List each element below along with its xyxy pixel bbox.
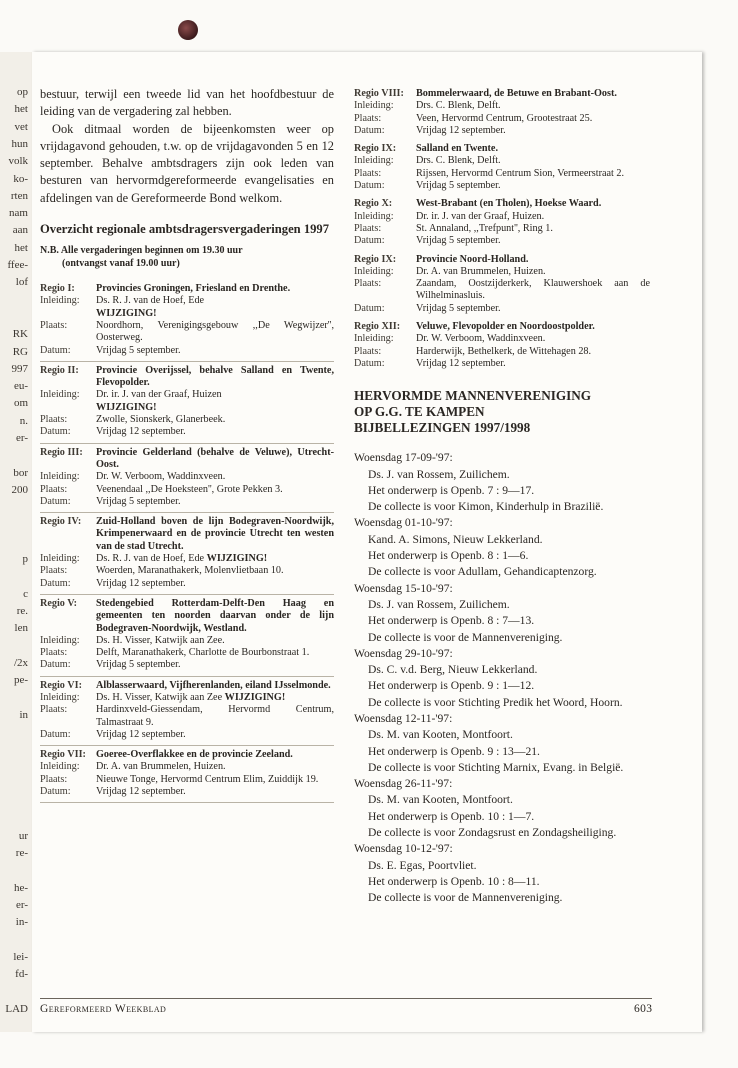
previous-page-fragment: in: [19, 708, 28, 721]
region-field-label: Regio III:: [40, 446, 83, 458]
previous-page-fragment: hun: [11, 137, 28, 150]
region-field-value: [416, 235, 650, 247]
change-notice: WIJZIGING!: [96, 401, 157, 413]
right-column: [354, 86, 650, 907]
previous-page-fragment: pe-: [13, 674, 28, 687]
region-field-value: [96, 553, 334, 565]
previous-page-fragment: re.: [16, 605, 28, 617]
region-field-label: Regio VI:: [40, 679, 82, 691]
lecture-entry: [354, 450, 650, 515]
change-notice: WIJZIGING!: [224, 691, 286, 703]
region-field-value: [416, 321, 650, 333]
intro-paragraph: bestuur, terwijl een tweede lid van het hoofdbestuur de leiding van de vergadering zal hebben.: [40, 87, 334, 119]
region-field-text: Goeree-Overflakkee en de provincie Zeeland.: [96, 749, 293, 761]
region-field-text: Harderwijk, Bethelkerk, de Wittehagen 28.: [416, 345, 592, 357]
region-field-text: Vrijdag 12 september.: [96, 786, 186, 798]
lecture-collecte: De collecte is voor Stichting Predik het Woord, Hoorn.: [368, 695, 623, 709]
region-field-text: Dr. W. Verboom, Waddinxveen.: [416, 333, 546, 345]
lecture-entry: [354, 711, 650, 776]
lecture-collecte: De collecte is voor de Mannenvereniging.: [368, 891, 563, 905]
lecture-entry: [354, 646, 650, 711]
region-field-value: [96, 680, 334, 692]
previous-page-fragment: rten: [10, 189, 28, 202]
previous-page-fragment: in-: [15, 916, 28, 929]
region-block: [40, 280, 334, 362]
region-field-text: Provincie Noord-Holland.: [416, 253, 529, 265]
previous-page-fragment: lof: [15, 276, 28, 289]
region-field-value: [96, 578, 334, 590]
region-field-value: [96, 516, 334, 553]
region-field-text: Drs. C. Blenk, Delft.: [416, 100, 501, 112]
lecture-subject: Het onderwerp is Openb. 9 : 1—12.: [368, 679, 535, 693]
region-field-value: [416, 358, 650, 370]
region-field-label: Inleiding:: [354, 155, 394, 167]
region-field-label: Plaats:: [40, 319, 68, 331]
region-field-text: Noordhorn, Verenigingsgebouw ,,De Wegwijzer'', Oosterweg.: [96, 319, 334, 344]
lecture-collecte: De collecte is voor Stichting Marnix, Evang. in België.: [368, 760, 624, 774]
region-field-value: [96, 659, 334, 671]
lecture-subject: Het onderwerp is Openb. 8 : 1—6.: [368, 549, 529, 563]
previous-page-fragment: re-: [15, 847, 28, 860]
region-block: [354, 141, 650, 196]
region-field-label: Inleiding:: [40, 471, 80, 483]
region-field-text: St. Annaland, ,,Trefpunt'', Ring 1.: [416, 222, 553, 234]
region-field-value: [96, 635, 334, 647]
previous-page-fragment: /2x: [13, 656, 28, 669]
region-field-text: Ds. R. J. van de Hoef, Ede: [96, 553, 205, 565]
region-field-value: [416, 266, 650, 278]
region-field-text: Vrijdag 12 september.: [96, 426, 186, 438]
lecture-speaker: Ds. C. v.d. Berg, Nieuw Lekkerland.: [368, 663, 538, 677]
start-time-note: N.B. Alle vergaderingen beginnen om 19.30 uur (ontvangst vanaf 19.00 uur): [40, 245, 243, 270]
previous-page-fragment: vet: [14, 120, 28, 133]
region-field-text: Vrijdag 12 september.: [96, 577, 186, 589]
region-field-text: Vrijdag 5 september.: [416, 235, 501, 247]
region-field-value: [96, 295, 334, 320]
right-region-list: [354, 86, 650, 374]
region-field-value: [416, 303, 650, 315]
previous-page-fragment: op: [17, 86, 28, 98]
lecture-collecte: De collecte is voor de Mannenvereniging.: [368, 630, 563, 644]
lecture-entry: [354, 776, 650, 841]
region-field-label: Inleiding:: [354, 333, 394, 345]
region-field-label: Plaats:: [354, 345, 382, 357]
lecture-date: Woensdag 29-10-'97:: [354, 646, 453, 660]
region-field-text: Ds. H. Visser, Katwijk aan Zee: [96, 691, 223, 703]
region-field-label: Datum:: [40, 786, 71, 798]
region-field-text: Vrijdag 12 september.: [96, 728, 186, 740]
lecture-subject: Het onderwerp is Openb. 7 : 9—17.: [368, 483, 535, 497]
left-region-list: [40, 280, 334, 803]
previous-page-fragment: RG: [12, 345, 28, 358]
lecture-list: [354, 450, 650, 906]
region-field-label: Regio IV:: [40, 516, 82, 528]
bible-lectures-heading: HERVORMDE MANNENVERENIGING OP G.G. TE KAMPEN BIJBELLEZINGEN 1997/1998: [354, 388, 592, 436]
previous-page-fragment: ur: [18, 829, 28, 842]
region-field-value: [96, 704, 334, 729]
region-field-value: [416, 155, 650, 167]
region-field-label: Plaats:: [40, 647, 68, 659]
meetings-paragraph: Ook ditmaal worden de bijeenkomsten weer op vrijdagavond gehouden, t.w. op de vrijdagavonden 5 en 12 september. Behalve ambtsdragers zijn ook leden van besturen van hervormdgereformeerde evangelisaties en afdelingen van de Gereformeerde Bond welkom.: [40, 121, 334, 205]
region-field-value: [416, 223, 650, 235]
region-field-label: Plaats:: [354, 278, 382, 290]
region-field-text: Provincie Overijssel, behalve Salland en Twente, Flevopolder.: [96, 364, 334, 389]
previous-page-fragment: er-: [16, 432, 28, 444]
lecture-date: Woensdag 12-11-'97:: [354, 711, 453, 725]
region-field-text: Salland en Twente.: [416, 143, 498, 155]
region-field-text: Dr. ir. J. van der Graaf, Huizen: [96, 389, 222, 401]
region-field-text: Woerden, Maranathakerk, Molenvlietbaan 10.: [96, 565, 284, 577]
region-block: [40, 746, 334, 803]
region-field-label: Regio II:: [40, 364, 79, 376]
previous-page-fragment: eu-: [13, 380, 28, 393]
previous-page-fragment: bor: [13, 466, 28, 479]
region-field-label: Inleiding:: [40, 691, 80, 703]
region-field-value: [96, 389, 334, 414]
region-block: [354, 196, 650, 251]
region-field-text: Zuid-Holland boven de lijn Bodegraven-Noordwijk, Krimpenerwaard en de provincie Utrecht ten westen van de stad Utrecht.: [96, 516, 334, 552]
lecture-date: Woensdag 10-12-'97:: [354, 842, 453, 856]
region-field-value: [96, 320, 334, 345]
region-field-value: [416, 143, 650, 155]
lecture-speaker: Kand. A. Simons, Nieuw Lekkerland.: [368, 532, 543, 546]
lecture-speaker: Ds. J. van Rossem, Zuilichem.: [368, 467, 510, 481]
region-field-value: [96, 692, 334, 704]
lecture-subject: Het onderwerp is Openb. 10 : 1—7.: [368, 809, 535, 823]
region-field-label: Inleiding:: [40, 634, 80, 646]
region-field-text: Vrijdag 5 september.: [416, 180, 501, 192]
previous-page-fragment: het: [14, 103, 28, 116]
region-field-label: Regio XII:: [354, 321, 401, 333]
previous-page-fragment: RK: [12, 328, 28, 341]
region-field-label: Datum:: [40, 577, 71, 589]
region-field-text: Provincies Groningen, Friesland en Drenthe.: [96, 283, 291, 295]
previous-page-fragment: ko-: [13, 172, 28, 185]
region-field-value: [96, 426, 334, 438]
region-field-label: Plaats:: [40, 483, 68, 495]
region-field-label: Inleiding:: [40, 761, 80, 773]
lecture-date: Woensdag 01-10-'97:: [354, 516, 453, 530]
region-field-value: [96, 496, 334, 508]
region-block: [40, 513, 334, 595]
region-field-value: [96, 471, 334, 483]
region-field-value: [96, 749, 334, 761]
region-field-value: [416, 278, 650, 303]
lecture-speaker: Ds. J. van Rossem, Zuilichem.: [368, 597, 510, 611]
region-field-label: Inleiding:: [40, 553, 80, 565]
region-field-label: Regio VIII:: [354, 88, 404, 99]
region-field-text: Dr. ir. J. van der Graaf, Huizen.: [416, 210, 545, 222]
publication-name: Gereformeerd Weekblad: [40, 1003, 167, 1015]
region-field-text: Vrijdag 5 september.: [96, 495, 181, 507]
region-field-label: Datum:: [40, 728, 71, 740]
region-field-label: Datum:: [40, 495, 71, 507]
region-field-text: Vrijdag 5 september.: [96, 344, 181, 356]
region-field-text: Alblasserwaard, Vijfherenlanden, eiland IJsselmonde.: [96, 679, 331, 691]
region-field-label: Datum:: [354, 124, 385, 136]
binding-hole: [178, 20, 198, 40]
lecture-date: Woensdag 17-09-'97:: [354, 451, 453, 465]
previous-page-fragment: he-: [13, 881, 28, 894]
region-field-text: Nieuwe Tonge, Hervormd Centrum Elim, Zuiddijk 19.: [96, 773, 319, 785]
region-field-label: Plaats:: [40, 414, 68, 426]
region-field-text: Veluwe, Flevopolder en Noordoostpolder.: [416, 321, 595, 333]
region-field-label: Plaats:: [40, 565, 68, 577]
region-field-text: Dr. W. Verboom, Waddinxveen.: [96, 471, 226, 483]
region-field-value: [416, 125, 650, 137]
region-field-text: West-Brabant (en Tholen), Hoekse Waard.: [416, 198, 602, 210]
lecture-entry: [354, 515, 650, 580]
region-field-text: Hardinxveld-Giessendam, Hervormd Centrum, Talmastraat 9.: [96, 704, 334, 728]
previous-page-fragment: 997: [11, 362, 28, 375]
previous-page-fragment: om: [13, 397, 28, 410]
region-field-text: Stedengebied Rotterdam-Delft-Den Haag en gemeenten ten noorden daarvan onder de lijn Bodegraven-Noordwijk, Westland.: [96, 597, 334, 634]
previous-page-fragment: p: [22, 553, 28, 566]
region-field-value: [416, 100, 650, 112]
region-field-label: Inleiding:: [354, 265, 394, 277]
region-field-label: Regio IX:: [354, 253, 397, 265]
region-field-value: [416, 333, 650, 345]
region-field-label: Plaats:: [354, 222, 382, 234]
region-field-text: Vrijdag 5 september.: [96, 659, 181, 671]
region-field-value: [416, 168, 650, 180]
previous-page-fragment: fd-: [15, 968, 28, 981]
region-field-value: [96, 345, 334, 357]
region-field-value: [96, 484, 334, 496]
region-block: [40, 362, 334, 444]
lecture-collecte: De collecte is voor Kimon, Kinderhulp in Brazilië.: [368, 500, 604, 514]
previous-page-fragment: n.: [19, 414, 28, 427]
region-field-text: Ds. H. Visser, Katwijk aan Zee.: [96, 634, 225, 646]
region-field-value: [416, 113, 650, 125]
previous-page-fragment: lei-: [13, 951, 28, 963]
lecture-date: Woensdag 26-11-'97:: [354, 777, 453, 791]
lecture-speaker: Ds. E. Egas, Poortvliet.: [368, 858, 477, 872]
left-column: [40, 86, 334, 803]
change-notice: WIJZIGING!: [206, 553, 268, 565]
region-field-text: Zaandam, Oostzijderkerk, Klauwershoek aan de Wilhelminasluis.: [416, 278, 650, 302]
region-block: [40, 444, 334, 513]
region-field-value: [96, 761, 334, 773]
region-field-label: Datum:: [40, 426, 71, 438]
region-field-text: Dr. A. van Brummelen, Huizen.: [416, 265, 546, 277]
region-field-value: [96, 647, 334, 659]
region-block: [354, 86, 650, 141]
region-field-text: Veenendaal ,,De Hoeksteen'', Grote Pekken 3.: [96, 483, 283, 495]
regional-meetings-heading: Overzicht regionale ambtsdragersvergaderingen 1997: [40, 222, 330, 237]
lecture-collecte: De collecte is voor Adullam, Gehandicaptenzorg.: [368, 565, 597, 579]
region-field-label: Datum:: [354, 357, 385, 369]
region-field-value: [96, 365, 334, 390]
region-field-text: Veen, Hervormd Centrum, Grootestraat 25.: [416, 112, 593, 124]
region-field-value: [96, 774, 334, 786]
change-notice: WIJZIGING!: [96, 307, 157, 319]
region-field-value: [416, 346, 650, 358]
previous-page-fragment: LAD: [5, 1002, 28, 1015]
region-block: [40, 595, 334, 677]
region-field-label: Plaats:: [354, 167, 382, 179]
region-field-text: Vrijdag 12 september.: [416, 124, 506, 136]
region-field-value: [416, 198, 650, 210]
lecture-subject: Het onderwerp is Openb. 8 : 7—13.: [368, 614, 535, 628]
region-block: [40, 677, 334, 746]
region-field-text: Provincie Gelderland (behalve de Veluwe), Utrecht-Oost.: [96, 446, 334, 470]
lecture-collecte: De collecte is voor Zondagsrust en Zondagsheiliging.: [368, 826, 617, 840]
region-field-label: Inleiding:: [354, 100, 394, 112]
region-field-text: Ds. R. J. van de Hoef, Ede: [96, 295, 205, 307]
region-field-text: Dr. A. van Brummelen, Huizen.: [96, 761, 226, 773]
region-field-value: [416, 88, 650, 100]
page-number: 603: [634, 1003, 653, 1015]
region-field-label: Regio IX:: [354, 143, 397, 155]
region-field-text: Vrijdag 12 september.: [416, 357, 506, 369]
region-field-label: Datum:: [40, 659, 71, 671]
region-field-label: Inleiding:: [40, 295, 80, 307]
region-field-value: [96, 729, 334, 741]
lecture-speaker: Ds. M. van Kooten, Montfoort.: [368, 793, 513, 807]
previous-page-fragment: volk: [8, 155, 28, 168]
previous-page-fragment: nam: [9, 207, 28, 220]
lecture-date: Woensdag 15-10-'97:: [354, 581, 453, 595]
region-field-text: Bommelerwaard, de Betuwe en Brabant-Oost.: [416, 88, 617, 99]
lecture-entry: [354, 841, 650, 906]
region-field-text: Delft, Maranathakerk, Charlotte de Bourbonstraat 1.: [96, 647, 310, 659]
region-field-label: Datum:: [354, 302, 385, 314]
previous-page-fragment: 200: [11, 483, 28, 496]
previous-page-edge: [0, 52, 33, 1032]
region-block: [354, 252, 650, 319]
region-field-value: [96, 283, 334, 295]
region-field-label: Inleiding:: [354, 210, 394, 222]
region-field-label: Datum:: [40, 344, 71, 356]
region-field-label: Plaats:: [354, 112, 382, 124]
region-field-value: [96, 598, 334, 635]
region-field-value: [96, 565, 334, 577]
lecture-subject: Het onderwerp is Openb. 9 : 13—21.: [368, 744, 540, 758]
previous-page-fragment: er-: [16, 899, 28, 912]
lecture-subject: Het onderwerp is Openb. 10 : 8—11.: [368, 874, 540, 888]
previous-page-fragment: aan: [12, 224, 28, 237]
region-field-value: [416, 254, 650, 266]
lecture-speaker: Ds. M. van Kooten, Montfoort.: [368, 728, 513, 742]
region-field-label: Regio V:: [40, 597, 78, 609]
region-field-label: Plaats:: [40, 773, 68, 785]
previous-page-fragment: ffee-: [7, 259, 28, 271]
region-field-label: Datum:: [354, 235, 385, 247]
region-field-text: Zwolle, Sionskerk, Glanerbeek.: [96, 414, 226, 426]
region-field-value: [416, 211, 650, 223]
region-field-label: Regio VII:: [40, 749, 86, 761]
region-field-value: [96, 447, 334, 472]
region-field-value: [96, 786, 334, 798]
region-field-text: Drs. C. Blenk, Delft.: [416, 155, 501, 167]
footer-rule: [40, 998, 652, 999]
previous-page-fragment: len: [14, 622, 28, 635]
region-field-value: [96, 414, 334, 426]
region-block: [354, 319, 650, 374]
previous-page-fragment: c: [23, 587, 28, 600]
region-field-value: [416, 180, 650, 192]
previous-page-fragment: het: [14, 241, 28, 254]
region-field-label: Regio I:: [40, 283, 75, 295]
region-field-label: Datum:: [354, 180, 385, 192]
region-field-text: Vrijdag 5 september.: [416, 302, 501, 314]
lecture-entry: [354, 581, 650, 646]
region-field-label: Plaats:: [40, 704, 68, 716]
region-field-label: Regio X:: [354, 198, 393, 210]
region-field-text: Rijssen, Hervormd Centrum Sion, Vermeerstraat 2.: [416, 167, 625, 179]
region-field-label: Inleiding:: [40, 389, 80, 401]
